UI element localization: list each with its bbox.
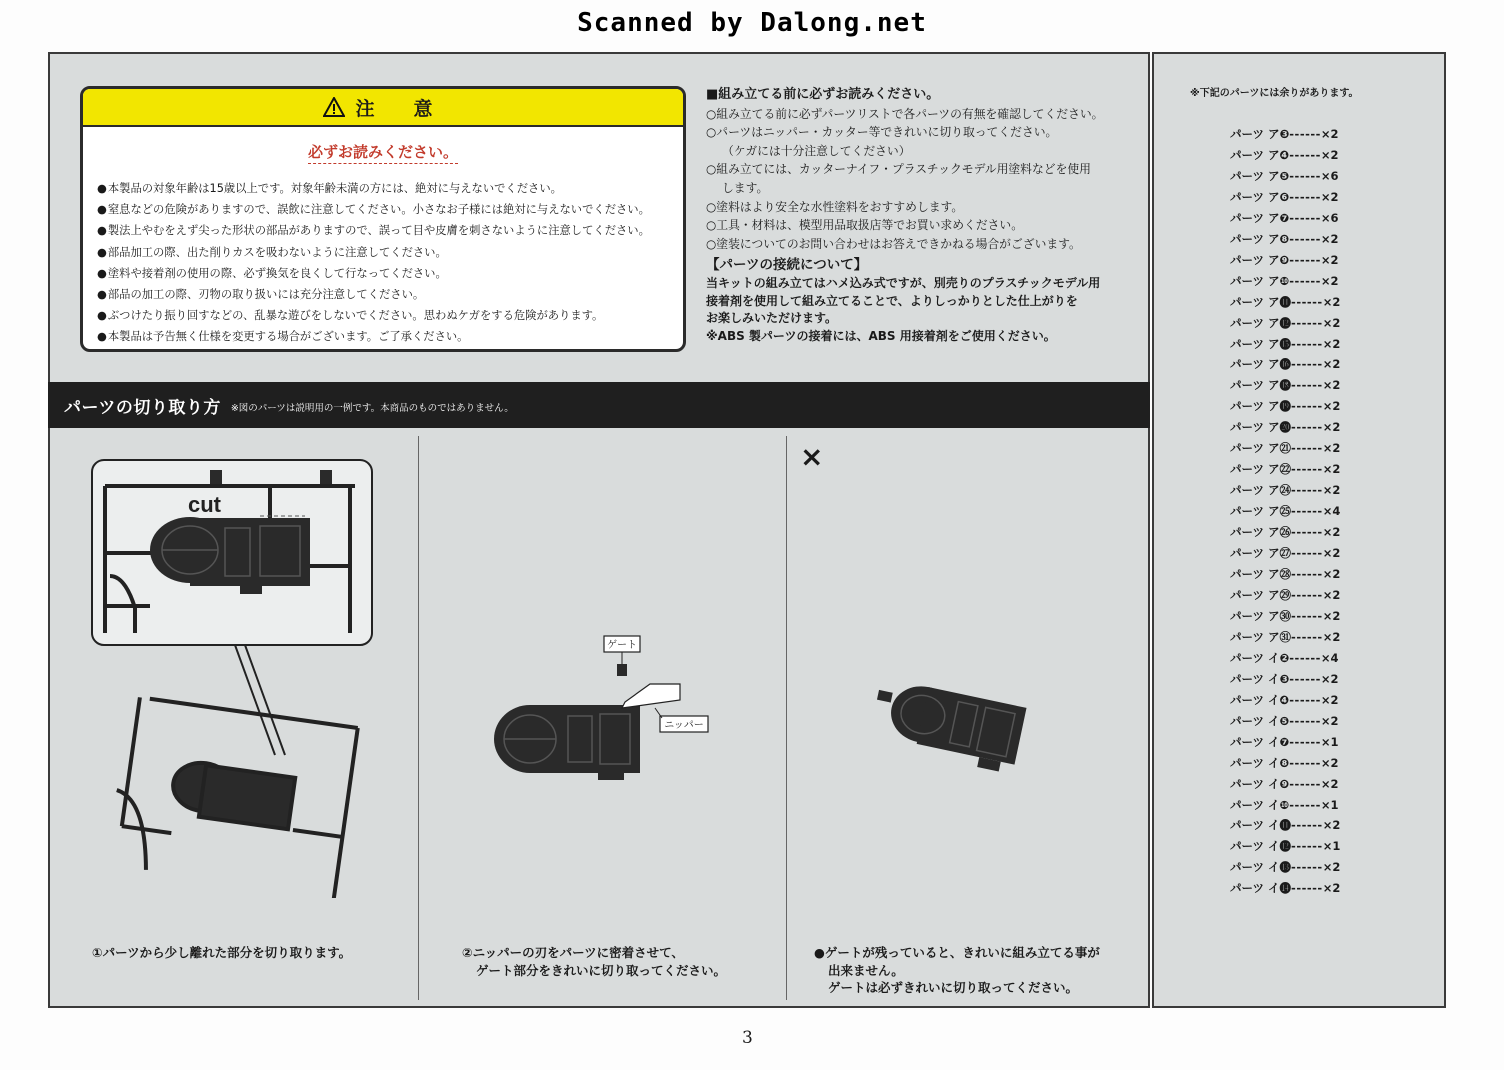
spare-part-qty: ×2 xyxy=(1320,231,1339,246)
section-note: ※図のパーツは説明用の一例です。本商品のものではありません。 xyxy=(230,403,514,414)
spare-part-qty: ×2 xyxy=(1322,860,1341,875)
leader-dashes: ------ xyxy=(1289,127,1321,141)
leader-dashes: ------ xyxy=(1289,168,1321,183)
spare-part-qty: ×1 xyxy=(1320,797,1339,812)
nipper-illustration xyxy=(490,632,720,782)
spare-part-qty: ×6 xyxy=(1320,168,1339,183)
spare-part-name: パーツ ア㉖ xyxy=(1230,525,1292,540)
spare-part-qty: ×4 xyxy=(1322,504,1341,519)
joint-line: ※ABS 製パーツの接着には、ABS 用接着剤をご使用ください。 xyxy=(706,328,1056,343)
spare-part-qty: ×2 xyxy=(1320,755,1339,770)
runner-illustration xyxy=(90,458,390,898)
spare-part-qty: ×2 xyxy=(1322,525,1341,540)
spare-part-qty: ×2 xyxy=(1320,671,1339,686)
spare-part-row xyxy=(1230,732,1340,753)
spare-part-name: パーツ イ❿ xyxy=(1230,797,1290,812)
spare-part-row xyxy=(1230,292,1340,313)
spare-part-qty: ×2 xyxy=(1322,399,1341,414)
spare-part-row xyxy=(1230,334,1340,355)
spare-part-name: パーツ イ⓬ xyxy=(1230,839,1292,854)
caution-header xyxy=(83,89,683,127)
spare-part-name: パーツ イ⓭ xyxy=(1230,860,1292,875)
leader-dashes: ------ xyxy=(1289,273,1321,288)
spare-part-row xyxy=(1230,145,1340,166)
leader-dashes: ------ xyxy=(1291,357,1323,372)
joint-heading: 【パーツの接続について】 xyxy=(706,257,868,274)
spare-part-row xyxy=(1230,480,1340,501)
caution-item: ● 部品加工の際、出た削りカスを吸わないように注意してください。 xyxy=(97,242,683,263)
spare-part-row xyxy=(1230,795,1340,816)
spare-part-row xyxy=(1230,627,1340,648)
section-header xyxy=(48,382,1150,428)
caution-item: ● 本製品は予告無く仕様を変更する場合がございます。ご了承ください。 xyxy=(97,326,683,347)
spare-parts-note: ※下記のパーツには余りがあります。 xyxy=(1190,88,1359,99)
spare-part-row xyxy=(1230,208,1340,229)
leader-dashes: ------ xyxy=(1289,650,1321,665)
notice-line: ○組み立てる前に必ずパーツリストで各パーツの有無を確認してください。 xyxy=(706,106,1104,121)
ng-cross-mark: × xyxy=(800,440,824,473)
spare-part-name: パーツ イ❹ xyxy=(1230,692,1290,707)
warning-icon xyxy=(323,97,345,117)
spare-part-row xyxy=(1230,459,1340,480)
spare-part-name: パーツ ア⓲ xyxy=(1230,378,1292,393)
spare-part-row xyxy=(1230,187,1340,208)
leader-dashes: ------ xyxy=(1291,420,1323,435)
leader-dashes: ------ xyxy=(1289,210,1321,225)
spare-part-name: パーツ ア⓰ xyxy=(1230,357,1292,372)
leader-dashes: ------ xyxy=(1291,567,1323,582)
leader-dashes: ------ xyxy=(1289,776,1321,791)
spare-part-name: パーツ ア⓳ xyxy=(1230,399,1292,414)
spare-part-qty: ×1 xyxy=(1320,734,1339,749)
spare-part-name: パーツ ア❼ xyxy=(1230,210,1290,225)
spare-part-row xyxy=(1230,815,1340,836)
spare-part-name: パーツ ア❻ xyxy=(1230,189,1290,204)
spare-part-name: パーツ ア㉗ xyxy=(1230,546,1292,561)
spare-part-qty: ×2 xyxy=(1320,713,1339,728)
spare-part-row xyxy=(1230,836,1340,857)
spare-part-row xyxy=(1230,669,1340,690)
leader-dashes: ------ xyxy=(1289,713,1321,728)
spare-part-qty: ×2 xyxy=(1322,462,1341,477)
joint-line: 当キットの組み立てはハメ込み式ですが、別売りのプラスチックモデル用 xyxy=(706,275,1101,290)
spare-part-qty: ×2 xyxy=(1320,127,1339,141)
section-title: パーツの切り取り方 xyxy=(64,397,221,418)
leader-dashes: ------ xyxy=(1289,755,1321,770)
leader-dashes: ------ xyxy=(1289,147,1321,162)
leader-dashes: ------ xyxy=(1291,629,1323,644)
spare-part-qty: ×2 xyxy=(1320,692,1339,707)
leader-dashes: ------ xyxy=(1291,839,1323,854)
caution-list xyxy=(97,178,683,348)
spare-part-row xyxy=(1230,564,1340,585)
leader-dashes: ------ xyxy=(1291,860,1323,875)
spare-part-qty: ×2 xyxy=(1320,147,1339,162)
spare-part-row xyxy=(1230,543,1340,564)
leader-dashes: ------ xyxy=(1289,797,1321,812)
spare-part-name: パーツ イ⓫ xyxy=(1230,818,1292,833)
spare-part-qty: ×2 xyxy=(1322,629,1341,644)
notice-heading: ■組み立てる前に必ずお読みください。 xyxy=(706,87,940,102)
spare-part-name: パーツ ア❺ xyxy=(1230,168,1290,183)
leader-dashes: ------ xyxy=(1291,525,1323,540)
page-number: 3 xyxy=(742,1028,753,1048)
step1-caption: ①パーツから少し離れた部分を切り取ります。 xyxy=(92,945,352,960)
leader-dashes: ------ xyxy=(1291,881,1323,896)
spare-part-qty: ×2 xyxy=(1322,483,1341,498)
spare-parts-list xyxy=(1230,124,1340,899)
spare-part-qty: ×2 xyxy=(1322,357,1341,372)
leader-dashes: ------ xyxy=(1289,252,1321,267)
spare-part-row xyxy=(1230,313,1340,334)
nipper-label: ニッパー xyxy=(664,720,704,731)
caution-item: ● 製法上やむをえず尖った形状の部品がありますので、誤って目や皮膚を刺さないように注意してください。 xyxy=(97,220,683,241)
leader-dashes: ------ xyxy=(1291,315,1323,330)
spare-part-row xyxy=(1230,753,1340,774)
spare-part-name: パーツ イ❽ xyxy=(1230,755,1290,770)
caution-item: ● 部品の加工の際、刃物の取り扱いには充分注意してください。 xyxy=(97,284,683,305)
spare-part-name: パーツ ア❹ xyxy=(1230,147,1290,162)
spare-part-name: パーツ イ❸ xyxy=(1230,671,1290,686)
spare-part-name: パーツ ア㉑ xyxy=(1230,441,1292,456)
spare-part-qty: ×2 xyxy=(1320,189,1339,204)
notice-line: ○組み立てには、カッターナイフ・プラスチックモデル用塗料などを使用 xyxy=(706,162,1091,177)
caution-item: ● 塗料や接着剤の使用の際、必ず換気を良くして行なってください。 xyxy=(97,263,683,284)
caution-item: ● ぶつけたり振り回すなどの、乱暴な遊びをしないでください。思わぬケガをする危険があります。 xyxy=(97,305,683,326)
spare-part-row xyxy=(1230,522,1340,543)
spare-part-row xyxy=(1230,774,1340,795)
scan-watermark: Scanned by Dalong.net xyxy=(577,8,927,38)
step2-caption: ②ニッパーの刃をパーツに密着させて、 ゲート部分をきれいに切り取ってください。 xyxy=(462,945,727,978)
spare-part-name: パーツ ア㉚ xyxy=(1230,608,1292,623)
spare-part-row xyxy=(1230,857,1340,878)
spare-part-qty: ×2 xyxy=(1322,881,1341,896)
spare-part-qty: ×2 xyxy=(1320,252,1339,267)
assembly-notice xyxy=(706,86,1136,345)
notice-line: （ケガには十分注意してください） xyxy=(722,143,911,158)
spare-part-row xyxy=(1230,271,1340,292)
spare-part-name: パーツ ア⓴ xyxy=(1230,420,1292,435)
leader-dashes: ------ xyxy=(1291,587,1323,602)
leader-dashes: ------ xyxy=(1291,818,1323,833)
leader-dashes: ------ xyxy=(1289,734,1321,749)
notice-line: ○塗料はより安全な水性塗料をおすすめします。 xyxy=(706,199,964,214)
spare-part-row xyxy=(1230,396,1340,417)
leader-dashes: ------ xyxy=(1289,231,1321,246)
leader-dashes: ------ xyxy=(1291,399,1323,414)
leader-dashes: ------ xyxy=(1289,692,1321,707)
spare-part-row xyxy=(1230,878,1340,899)
spare-part-qty: ×4 xyxy=(1320,650,1339,665)
caution-item: ● 本製品の対象年齢は15歳以上です。対象年齢未満の方には、絶対に与えないでください。 xyxy=(97,178,683,199)
spare-part-name: パーツ ア⓫ xyxy=(1230,294,1292,309)
spare-part-name: パーツ ア㉛ xyxy=(1230,629,1292,644)
spare-part-name: パーツ ア❿ xyxy=(1230,273,1290,288)
column-divider xyxy=(786,436,787,1000)
spare-part-qty: ×2 xyxy=(1322,420,1341,435)
spare-part-row xyxy=(1230,606,1340,627)
leader-dashes: ------ xyxy=(1291,608,1323,623)
spare-part-row xyxy=(1230,354,1340,375)
spare-part-name: パーツ ア⓬ xyxy=(1230,315,1292,330)
leader-dashes: ------ xyxy=(1291,294,1323,309)
gate-label: ゲート xyxy=(607,640,637,651)
spare-part-row xyxy=(1230,501,1340,522)
spare-part-qty: ×2 xyxy=(1322,567,1341,582)
leader-dashes: ------ xyxy=(1291,378,1323,393)
spare-part-name: パーツ ア❾ xyxy=(1230,252,1290,267)
spare-part-row xyxy=(1230,711,1340,732)
caution-subtitle: 必ずお読みください。 xyxy=(83,141,683,162)
leader-dashes: ------ xyxy=(1291,441,1323,456)
spare-part-name: パーツ ア㉙ xyxy=(1230,587,1292,602)
caution-box xyxy=(80,86,686,352)
spare-part-name: パーツ ア㉔ xyxy=(1230,483,1292,498)
spare-part-name: パーツ ア⓯ xyxy=(1230,336,1292,351)
spare-part-row xyxy=(1230,124,1340,145)
notice-line: ○パーツはニッパー・カッター等できれいに切り取ってください。 xyxy=(706,125,1058,140)
step3-caption: ●ゲートが残っていると、きれいに組み立てる事が 出来ません。 ゲートは必ずきれいに切り取ってください。 xyxy=(814,945,1100,996)
column-divider xyxy=(418,436,419,1000)
spare-part-qty: ×2 xyxy=(1322,587,1341,602)
spare-part-qty: ×2 xyxy=(1322,608,1341,623)
spare-part-row xyxy=(1230,648,1340,669)
spare-part-name: パーツ イ❺ xyxy=(1230,713,1290,728)
spare-part-row xyxy=(1230,585,1340,606)
spare-part-name: パーツ イ⓮ xyxy=(1230,881,1292,896)
spare-part-row xyxy=(1230,375,1340,396)
spare-part-name: パーツ イ❾ xyxy=(1230,776,1290,791)
spare-part-qty: ×1 xyxy=(1322,839,1341,854)
spare-part-row xyxy=(1230,250,1340,271)
spare-part-row xyxy=(1230,229,1340,250)
leader-dashes: ------ xyxy=(1291,483,1323,498)
spare-part-qty: ×6 xyxy=(1320,210,1339,225)
spare-part-row xyxy=(1230,417,1340,438)
spare-part-qty: ×2 xyxy=(1320,273,1339,288)
cut-label: cut xyxy=(188,492,221,517)
caution-title: 注 意 xyxy=(355,97,443,120)
spare-part-qty: ×2 xyxy=(1322,441,1341,456)
spare-part-qty: ×2 xyxy=(1320,776,1339,791)
joint-line: お楽しみいただけます。 xyxy=(706,311,838,326)
spare-part-qty: ×2 xyxy=(1322,336,1341,351)
spare-part-name: パーツ ア❸ xyxy=(1230,127,1290,141)
spare-part-qty: ×2 xyxy=(1322,294,1341,309)
spare-part-name: パーツ イ❼ xyxy=(1230,734,1290,749)
leader-dashes: ------ xyxy=(1289,671,1321,686)
spare-part-name: パーツ ア㉒ xyxy=(1230,462,1292,477)
notice-line: します。 xyxy=(722,180,769,195)
spare-part-name: パーツ ア㉘ xyxy=(1230,567,1292,582)
bad-cut-illustration xyxy=(872,682,1042,782)
spare-part-qty: ×2 xyxy=(1322,818,1341,833)
leader-dashes: ------ xyxy=(1289,189,1321,204)
joint-line: 接着剤を使用して組み立てることで、よりしっかりとした仕上がりを xyxy=(706,293,1078,308)
leader-dashes: ------ xyxy=(1291,336,1323,351)
spare-part-name: パーツ ア❽ xyxy=(1230,231,1290,246)
notice-line: ○工具・材料は、模型用品取扱店等でお買い求めください。 xyxy=(706,218,1024,233)
spare-part-name: パーツ ア㉕ xyxy=(1230,504,1292,519)
spare-part-qty: ×2 xyxy=(1322,378,1341,393)
spare-part-qty: ×2 xyxy=(1322,546,1341,561)
leader-dashes: ------ xyxy=(1291,546,1323,561)
leader-dashes: ------ xyxy=(1291,462,1323,477)
spare-part-row xyxy=(1230,438,1340,459)
leader-dashes: ------ xyxy=(1291,504,1323,519)
spare-part-row xyxy=(1230,166,1340,187)
spare-part-qty: ×2 xyxy=(1322,315,1341,330)
notice-line: ○塗装についてのお問い合わせはお答えできかねる場合がございます。 xyxy=(706,236,1081,251)
spare-part-row xyxy=(1230,690,1340,711)
spare-part-name: パーツ イ❷ xyxy=(1230,650,1290,665)
caution-item: ● 窒息などの危険がありますので、誤飲に注意してください。小さなお子様には絶対に与えないでください。 xyxy=(97,199,683,220)
